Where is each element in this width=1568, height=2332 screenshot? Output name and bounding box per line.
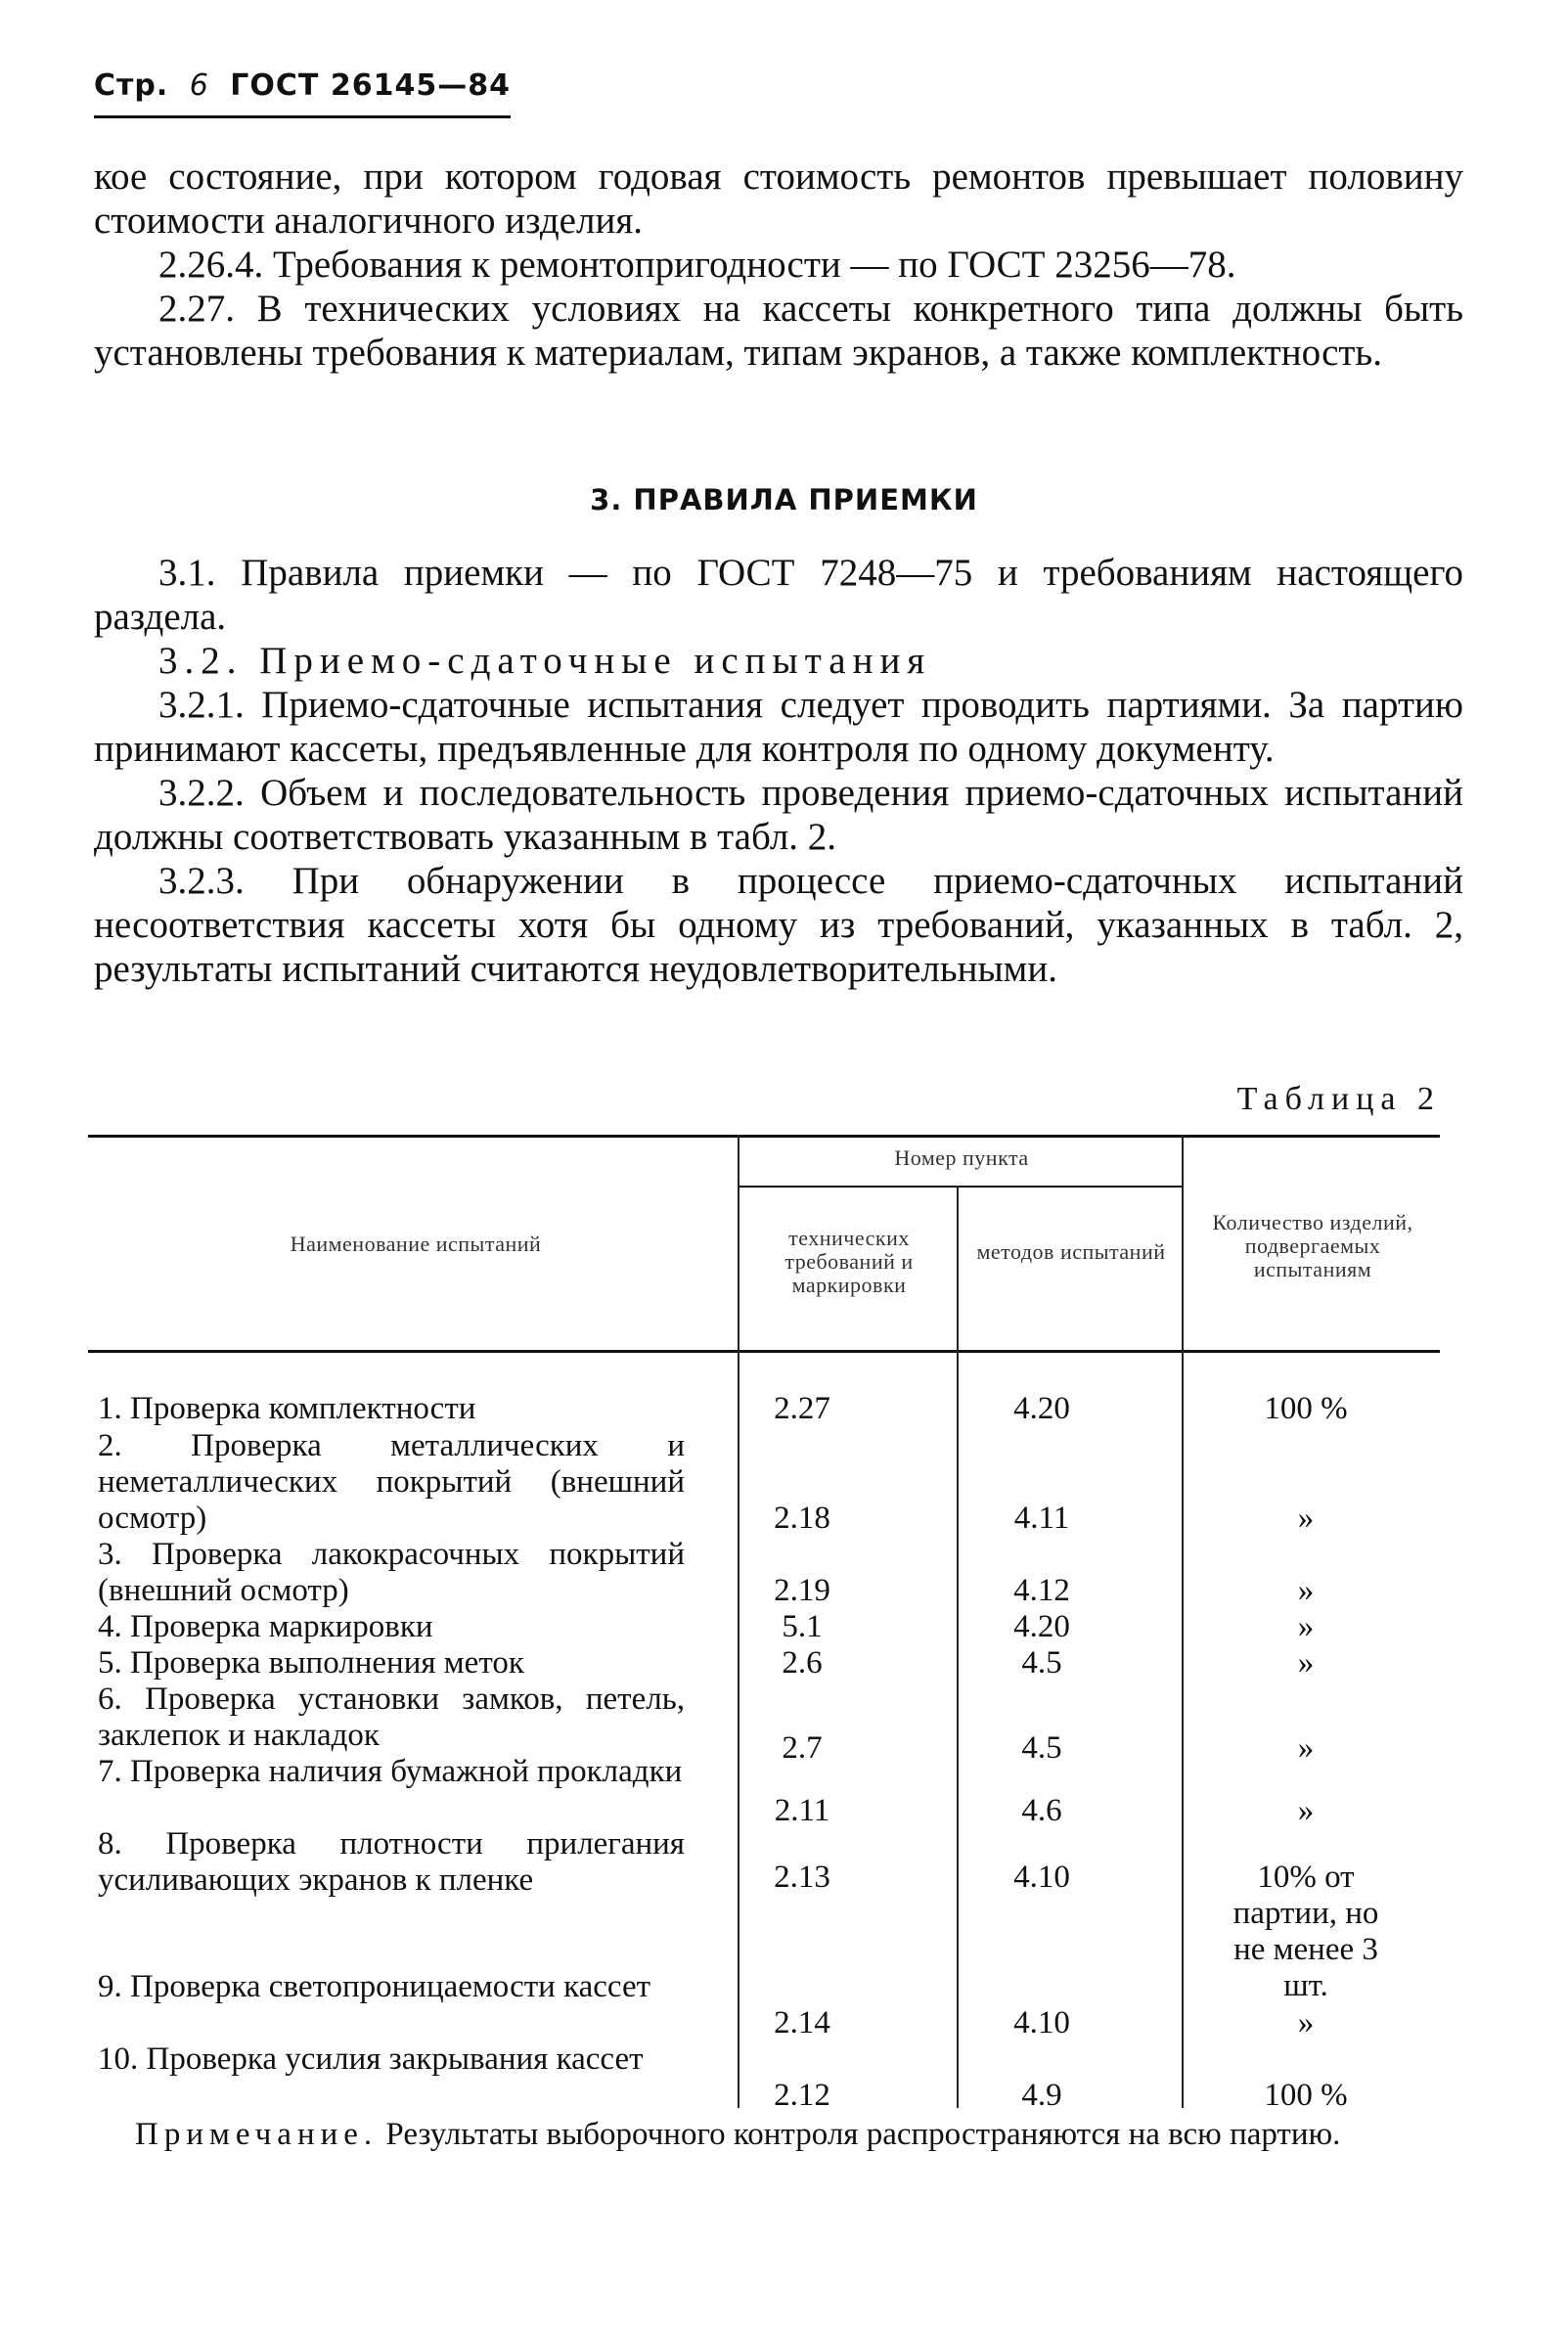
section-title: 3. ПРАВИЛА ПРИЕМКИ — [590, 483, 978, 516]
header-qty: Количество изделий, подвергаемых испытаниям — [1212, 1210, 1413, 1281]
row-tech: 2.6 — [782, 1645, 823, 1681]
header-methods: методов испытаний — [976, 1239, 1166, 1264]
row-tech: 2.11 — [774, 1793, 830, 1828]
row-method: 4.9 — [1021, 2078, 1062, 2113]
header-bottom-rule — [88, 1350, 1440, 1353]
table-top-rule — [88, 1135, 1440, 1138]
row-method: 4.12 — [1013, 1573, 1070, 1608]
row-qty: » — [1297, 1609, 1315, 1644]
row-qty: » — [1297, 1645, 1315, 1681]
row-name: 4. Проверка маркировки — [98, 1609, 433, 1644]
intro-paragraph-1: кое состояние, при котором годовая стоимость ремонтов превышает половину стоимости аналогичного изделия. — [94, 156, 1463, 242]
row-method: 4.20 — [1013, 1391, 1070, 1426]
row-qty: » — [1297, 1501, 1315, 1536]
acceptance-table — [88, 1135, 1440, 2113]
intro-paragraph-3: 2.27. В технических условиях на кассеты конкретного типа должны быть установлены требования к материалам, типам экранов, а также комплектность. — [94, 288, 1463, 374]
row-tech: 2.18 — [774, 1501, 830, 1536]
clause-3-1: 3.1. Правила приемки — по ГОСТ 7248—75 и требованиям настоящего раздела. — [94, 552, 1463, 638]
row-name: 5. Проверка выполнения меток — [98, 1645, 524, 1681]
row-tech: 2.14 — [774, 2005, 830, 2040]
row-tech: 2.13 — [774, 1860, 830, 1895]
note-text: Результаты выборочного контроля распространяются на всю партию. — [385, 2117, 1341, 2152]
group-rule — [738, 1186, 1182, 1188]
row-name: 2. Проверка металлических и неметаллических покрытий (внешний осмотр) — [98, 1428, 685, 1536]
row-qty: » — [1297, 1793, 1315, 1828]
header-prefix: Стр. — [94, 68, 169, 103]
note-label: Примечание. — [135, 2117, 379, 2152]
row-tech: 2.19 — [774, 1573, 830, 1608]
header-group: Номер пункта — [894, 1145, 1029, 1170]
row-name: 10. Проверка усилия закрывания кассет — [98, 2041, 644, 2077]
row-name: 3. Проверка лакокрасочных покрытий (внешний осмотр) — [98, 1537, 685, 1608]
row-tech: 5.1 — [782, 1609, 823, 1644]
row-tech: 2.27 — [774, 1391, 830, 1426]
row-name: 7. Проверка наличия бумажной прокладки — [98, 1754, 683, 1789]
page-number: 6 — [189, 68, 209, 103]
page-header — [94, 68, 511, 103]
table-note — [94, 2115, 1444, 2154]
column-divider-3 — [1182, 1135, 1184, 2108]
intro-paragraph-2: 2.26.4. Требования к ремонтопригодности — по ГОСТ 23256—78. — [158, 244, 1236, 286]
table-caption: Таблица 2 — [1236, 1081, 1441, 1117]
row-method: 4.6 — [1021, 1793, 1062, 1828]
intro-text — [94, 155, 1463, 375]
row-method: 4.5 — [1021, 1730, 1062, 1766]
row-name: 8. Проверка плотности прилегания усиливающих экранов к пленке — [98, 1826, 685, 1898]
row-name: 9. Проверка светопроницаемости кассет — [98, 1969, 651, 2004]
row-qty: » — [1297, 1730, 1315, 1766]
row-name: 6. Проверка установки замков, петель, заклепок и накладок — [98, 1682, 685, 1753]
row-method: 4.20 — [1013, 1609, 1070, 1644]
row-method: 4.10 — [1013, 1860, 1070, 1895]
clause-3-2-3: 3.2.3. При обнаружении в процессе приемо-сдаточных испытаний несоответствия кассеты хотя бы одному из требований, указанных в табл. 2, результаты испытаний считаются неудовлетворительными. — [94, 860, 1463, 990]
row-method: 4.11 — [1013, 1501, 1070, 1536]
row-qty: » — [1297, 1573, 1315, 1608]
clause-3-2-1: 3.2.1. Приемо-сдаточные испытания следует проводить партиями. За партию принимают кассеты, предъявленные для контроля по одному документу. — [94, 684, 1463, 770]
header-name: Наименование испытаний — [290, 1232, 542, 1256]
row-qty: 10% от партии, но не менее 3 шт. — [1232, 1860, 1379, 2003]
row-tech: 2.7 — [782, 1730, 823, 1766]
row-method: 4.5 — [1021, 1645, 1062, 1681]
row-qty: 100 % — [1264, 1391, 1348, 1426]
row-method: 4.10 — [1013, 2005, 1070, 2040]
clause-3-2-2: 3.2.2. Объем и последовательность проведения приемо-сдаточных испытаний должны соответствовать указанным в табл. 2. — [94, 772, 1463, 858]
row-name: 1. Проверка комплектности — [98, 1391, 476, 1426]
row-qty: 100 % — [1264, 2078, 1348, 2113]
header-rule — [94, 115, 511, 118]
row-qty: » — [1297, 2005, 1315, 2040]
standard-code: ГОСТ 26145—84 — [230, 68, 511, 103]
section-text — [94, 551, 1463, 991]
clause-3-2: 3.2. Приемо-сдаточные испытания — [158, 640, 932, 682]
row-tech: 2.12 — [774, 2078, 830, 2113]
header-tech: технических требований и маркировки — [784, 1226, 914, 1297]
